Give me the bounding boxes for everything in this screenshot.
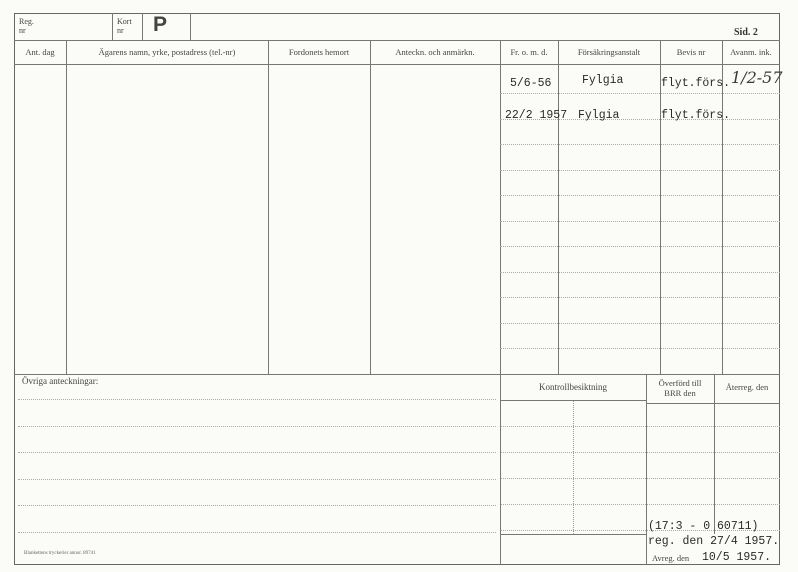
kontroll-bottom-line	[500, 534, 646, 535]
overford-label: Överförd till BRR den	[658, 378, 702, 398]
overford-header-line	[646, 403, 780, 404]
print-note: Blankettens tryckerier annor. 89741	[24, 551, 96, 556]
ovriga-row-line	[18, 532, 496, 533]
insurance-row-line	[500, 297, 780, 298]
kort-value: P	[153, 13, 168, 36]
insurance-row-line	[500, 144, 780, 145]
reg-den-value: reg. den 27/4 1957.	[648, 535, 780, 548]
col-agare: Ägarens namn, yrke, postadress (tel.-nr)	[98, 47, 236, 57]
kontroll-row-line	[500, 504, 780, 505]
card-frame	[14, 13, 780, 565]
col-avanm-ink: Avanm. ink.	[730, 47, 772, 57]
kort-label: Kort nr	[117, 17, 132, 35]
col-line	[370, 40, 371, 374]
kontroll-middle-line	[573, 400, 574, 534]
col-line	[500, 40, 501, 374]
col-hemort: Fordonets hemort	[288, 47, 350, 57]
insurance-row-line	[500, 272, 780, 273]
col-line	[660, 40, 661, 374]
insurance-row-line	[500, 246, 780, 247]
header-divider	[14, 40, 780, 41]
lower-section-divider	[14, 374, 780, 375]
insurance-bevis: flyt.förs.	[661, 109, 731, 122]
kontroll-row-line	[500, 452, 780, 453]
insurance-row-line	[500, 195, 780, 196]
kontroll-row-line	[500, 478, 780, 479]
ovriga-row-line	[18, 452, 496, 453]
reg-divider	[112, 13, 113, 40]
insurance-row-line	[500, 323, 780, 324]
kontroll-header-line	[500, 400, 646, 401]
col-ant-dag: Ant. dag	[25, 47, 55, 57]
insurance-row-line	[500, 170, 780, 171]
insurance-company: Fylgia	[582, 74, 624, 87]
insurance-row-line	[500, 93, 780, 94]
kort-divider	[142, 13, 143, 40]
aterreg-label: Återreg. den	[725, 382, 769, 392]
insurance-date: 5/6-56	[510, 77, 552, 90]
insurance-avanm: 1/2-57	[731, 68, 783, 87]
kontroll-row-line	[500, 426, 780, 427]
kontroll-label: Kontrollbesiktning	[539, 382, 607, 392]
reg-label: Reg. nr	[19, 17, 34, 35]
insurance-row-line	[500, 348, 780, 349]
col-bevis-nr: Bevis nr	[676, 47, 706, 57]
col-line	[722, 40, 723, 374]
overford-value: (17:3 - 0 60711)	[648, 520, 759, 533]
ovriga-row-line	[18, 426, 496, 427]
avreg-label: Avreg. den	[652, 553, 690, 563]
aterreg-left-line	[714, 374, 715, 534]
ovriga-row-line	[18, 479, 496, 480]
col-line	[558, 40, 559, 374]
avreg-value: 10/5 1957.	[702, 551, 772, 564]
col-forsakringsanstalt: Försäkringsanstalt	[577, 47, 641, 57]
ovriga-row-line	[18, 505, 496, 506]
insurance-row-line	[500, 221, 780, 222]
insurance-company: Fylgia	[578, 109, 620, 122]
ovriga-label: Övriga anteckningar:	[22, 376, 99, 386]
col-anteckn: Anteckn. och anmärkn.	[395, 47, 475, 57]
column-header-divider	[14, 64, 780, 65]
kontroll-left-line	[500, 374, 501, 565]
col-line	[268, 40, 269, 374]
insurance-bevis: flyt.förs.	[661, 77, 731, 90]
kort-value-divider	[190, 13, 191, 40]
col-fr-om-d: Fr. o. m. d.	[510, 47, 548, 57]
page-label: Sid. 2	[734, 27, 758, 38]
insurance-date: 22/2 1957	[505, 109, 568, 122]
ovriga-row-line	[18, 399, 496, 400]
col-line	[66, 40, 67, 374]
